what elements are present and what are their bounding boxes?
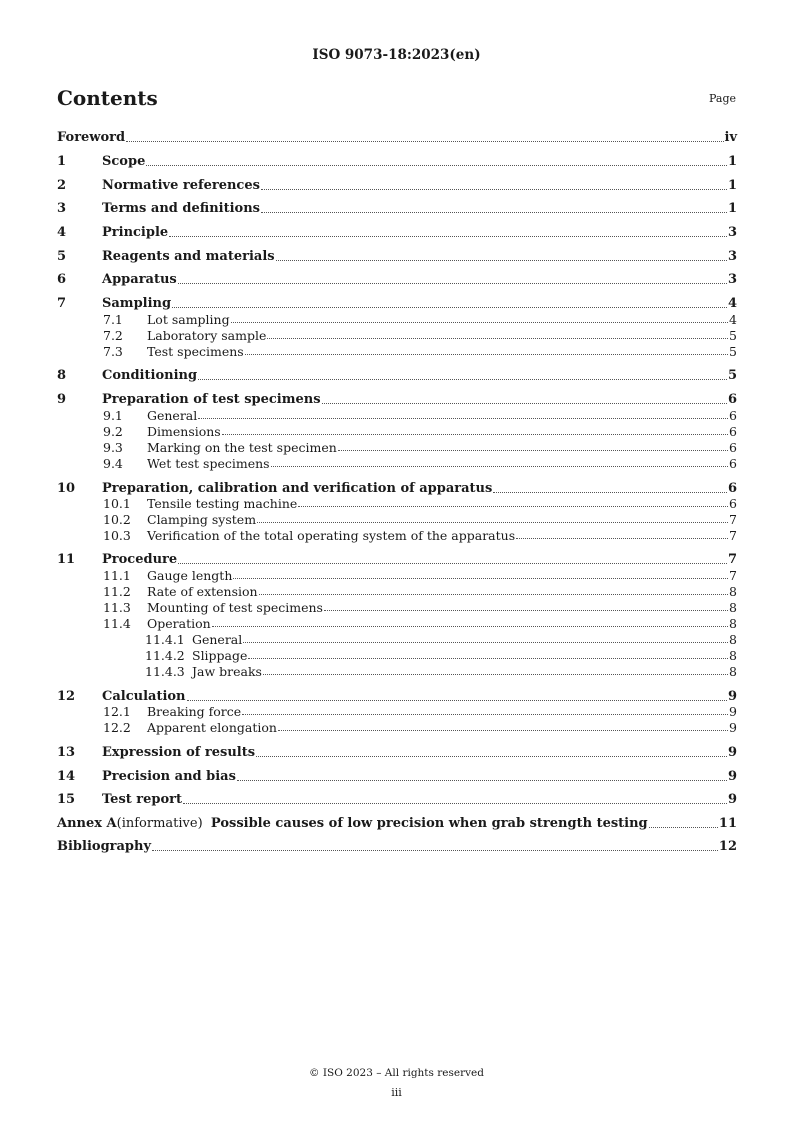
toc-entry-number: 13 xyxy=(57,745,76,760)
annex-title: Possible causes of low precision when grab strength testing xyxy=(210,816,648,831)
toc-entry-title: Clamping system xyxy=(147,512,257,527)
toc-entry-page: 1 xyxy=(727,154,737,169)
toc-entry-number: 11.1 xyxy=(103,568,131,583)
dot-leader xyxy=(242,714,728,715)
toc-entry-page: 7 xyxy=(727,552,737,567)
toc-entry[interactable] xyxy=(57,663,737,679)
dot-leader xyxy=(516,538,728,539)
toc-entry-title: Calculation xyxy=(102,689,186,704)
dot-leader xyxy=(183,803,727,804)
table-of-contents xyxy=(57,0,737,1122)
toc-entry-title: Principle xyxy=(102,225,169,240)
toc-entry-annex[interactable] xyxy=(57,814,737,832)
toc-entry-number: 11.4.1 xyxy=(145,632,185,647)
dot-leader xyxy=(263,674,728,675)
toc-entry[interactable] xyxy=(57,439,737,455)
toc-entry-title: Operation xyxy=(147,616,211,631)
dot-leader xyxy=(278,730,728,731)
toc-entry[interactable] xyxy=(57,615,737,631)
dot-leader xyxy=(322,403,727,404)
toc-entry-title: Apparent elongation xyxy=(147,720,277,735)
toc-entry[interactable] xyxy=(57,270,737,288)
dot-leader xyxy=(261,189,727,190)
toc-entry-number: 7.2 xyxy=(103,328,123,343)
toc-entry[interactable] xyxy=(57,743,737,761)
toc-entry-page: 9 xyxy=(727,745,737,760)
toc-entry-title: Rate of extension xyxy=(147,584,258,599)
toc-entry-title: Preparation of test specimens xyxy=(102,392,321,407)
toc-entry-title: Marking on the test specimen xyxy=(147,440,337,455)
dot-leader xyxy=(276,260,727,261)
toc-entry-title: Precision and bias xyxy=(102,769,236,784)
dot-leader xyxy=(187,700,727,701)
toc-entry-page: 6 xyxy=(729,456,737,471)
dot-leader xyxy=(237,780,727,781)
dot-leader xyxy=(126,141,723,142)
toc-entry-title: General xyxy=(192,632,243,647)
toc-entry-page: 7 xyxy=(729,512,737,527)
copyright-notice: © ISO 2023 – All rights reserved xyxy=(309,1067,484,1079)
dot-leader xyxy=(259,594,728,595)
toc-entry-title: Breaking force xyxy=(147,704,242,719)
toc-entry-title: Scope xyxy=(102,154,146,169)
toc-entry[interactable] xyxy=(57,152,737,170)
annex-label: Annex A xyxy=(57,816,117,831)
toc-entry-title: Bibliography xyxy=(57,839,152,854)
toc-entry[interactable] xyxy=(57,767,737,785)
toc-entry[interactable] xyxy=(57,495,737,511)
toc-entry-number: 7.1 xyxy=(103,312,123,327)
toc-entry-number: 9.1 xyxy=(103,408,123,423)
toc-entry[interactable] xyxy=(57,423,737,439)
dot-leader xyxy=(243,642,728,643)
toc-entry-page: 9 xyxy=(729,720,737,735)
toc-entry-page: 6 xyxy=(727,392,737,407)
page-number: iii xyxy=(391,1086,402,1099)
toc-entry-title: Wet test specimens xyxy=(147,456,270,471)
toc-entry[interactable] xyxy=(57,511,737,527)
toc-entry-page: 4 xyxy=(729,312,737,327)
toc-entry-page: 8 xyxy=(729,648,737,663)
toc-entry-page: 9 xyxy=(727,769,737,784)
dot-leader xyxy=(172,307,727,308)
page-column-label: Page xyxy=(709,92,737,105)
dot-leader xyxy=(146,165,727,166)
toc-entry-page: 1 xyxy=(727,201,737,216)
toc-entry-number: 1 xyxy=(57,154,67,169)
toc-entry-title: Verification of the total operating system of the apparatus xyxy=(147,528,516,543)
toc-entry-page: 1 xyxy=(727,178,737,193)
toc-entry[interactable] xyxy=(57,719,737,735)
toc-entry-title: Conditioning xyxy=(102,368,198,383)
toc-entry-page: 9 xyxy=(727,689,737,704)
toc-entry-number: 10.2 xyxy=(103,512,131,527)
dot-leader xyxy=(212,626,728,627)
toc-entry-number: 9.2 xyxy=(103,424,123,439)
toc-entry-number: 3 xyxy=(57,201,67,216)
toc-entry-page: 5 xyxy=(729,344,737,359)
dot-leader xyxy=(298,506,728,507)
toc-entry-title: Lot sampling xyxy=(147,312,230,327)
toc-entry-page: 4 xyxy=(727,296,737,311)
dot-leader xyxy=(222,434,728,435)
toc-entry-page: iv xyxy=(724,130,737,145)
toc-entry-number: 10.1 xyxy=(103,496,131,511)
toc-entry-number: 11.3 xyxy=(103,600,131,615)
toc-entry[interactable] xyxy=(57,128,737,146)
toc-entry[interactable] xyxy=(57,327,737,343)
toc-entry-number: 11.2 xyxy=(103,584,131,599)
toc-entry-page: 8 xyxy=(729,632,737,647)
toc-entry-page: 9 xyxy=(727,792,737,807)
toc-entry[interactable] xyxy=(57,199,737,217)
toc-entry-title: Slippage xyxy=(192,648,248,663)
toc-entry-title: General xyxy=(147,408,198,423)
toc-entry-page: 12 xyxy=(718,839,737,854)
dot-leader xyxy=(256,756,727,757)
toc-entry[interactable] xyxy=(57,790,737,808)
toc-entry[interactable] xyxy=(57,343,737,359)
toc-entry[interactable] xyxy=(57,407,737,423)
toc-entry-page: 5 xyxy=(729,328,737,343)
toc-entry-page: 6 xyxy=(729,408,737,423)
dot-leader xyxy=(198,379,727,380)
contents-title: Contents xyxy=(57,86,158,110)
toc-entry-number: 15 xyxy=(57,792,76,807)
toc-entry-page: 3 xyxy=(727,249,737,264)
toc-entry-number: 12.1 xyxy=(103,704,131,719)
dot-leader xyxy=(338,450,728,451)
toc-entry[interactable] xyxy=(57,567,737,583)
toc-entry[interactable] xyxy=(57,583,737,599)
toc-entry[interactable] xyxy=(57,703,737,719)
toc-entry-page: 6 xyxy=(729,440,737,455)
toc-entry-number: 7.3 xyxy=(103,344,123,359)
toc-entry-title: Expression of results xyxy=(102,745,256,760)
dot-leader xyxy=(261,212,727,213)
toc-entry-title: Jaw breaks xyxy=(192,664,262,679)
toc-entry[interactable] xyxy=(57,390,737,408)
toc-entry[interactable] xyxy=(57,455,737,471)
toc-entry-number: 9 xyxy=(57,392,67,407)
toc-entry-number: 11.4 xyxy=(103,616,131,631)
toc-entry-number: 11.4.2 xyxy=(145,648,185,663)
dot-leader xyxy=(152,850,718,851)
toc-entry-bibliography[interactable] xyxy=(57,837,737,855)
toc-entry[interactable] xyxy=(57,550,737,568)
toc-entry-number: 11.4.3 xyxy=(145,664,185,679)
toc-entry-page: 6 xyxy=(727,481,737,496)
dot-leader xyxy=(493,492,727,493)
toc-entry-page: 8 xyxy=(729,664,737,679)
dot-leader xyxy=(257,522,728,523)
toc-entry-title: Test report xyxy=(102,792,183,807)
toc-entry-title: Terms and definitions xyxy=(102,201,260,216)
toc-entry[interactable] xyxy=(57,631,737,647)
document-id-header: ISO 9073-18:2023(en) xyxy=(312,47,481,63)
toc-entry-number: 7 xyxy=(57,296,67,311)
toc-entry[interactable] xyxy=(57,647,737,663)
dot-leader xyxy=(649,827,718,828)
toc-entry-page: 3 xyxy=(727,225,737,240)
toc-entry-title: Gauge length xyxy=(147,568,233,583)
toc-entry-page: 6 xyxy=(729,424,737,439)
toc-entry-number: 2 xyxy=(57,178,67,193)
dot-leader xyxy=(198,418,728,419)
toc-entry[interactable] xyxy=(57,176,737,194)
dot-leader xyxy=(169,236,727,237)
toc-entry-page: 3 xyxy=(727,272,737,287)
dot-leader xyxy=(178,283,727,284)
toc-entry-page: 8 xyxy=(729,600,737,615)
toc-entry-title: Test specimens xyxy=(147,344,244,359)
toc-entry-page: 11 xyxy=(718,816,737,831)
toc-entry[interactable] xyxy=(57,247,737,265)
toc-entry-page: 6 xyxy=(729,496,737,511)
toc-entry-title: Dimensions xyxy=(147,424,221,439)
toc-entry-title: Tensile testing machine xyxy=(147,496,298,511)
toc-entry-number: 12.2 xyxy=(103,720,131,735)
toc-entry-number: 9.4 xyxy=(103,456,123,471)
dot-leader xyxy=(248,658,728,659)
dot-leader xyxy=(324,610,728,611)
toc-entry-page: 9 xyxy=(729,704,737,719)
toc-entry-title: Procedure xyxy=(102,552,178,567)
toc-entry[interactable] xyxy=(57,294,737,312)
toc-entry-number: 4 xyxy=(57,225,67,240)
toc-entry[interactable] xyxy=(57,527,737,543)
toc-entry-number: 12 xyxy=(57,689,76,704)
toc-entry-page: 7 xyxy=(729,528,737,543)
toc-entry-number: 6 xyxy=(57,272,67,287)
dot-leader xyxy=(178,563,727,564)
annex-type: (informative) xyxy=(116,816,211,831)
toc-entry-title: Sampling xyxy=(102,296,172,311)
toc-entry-page: 5 xyxy=(727,368,737,383)
toc-entry[interactable] xyxy=(57,599,737,615)
toc-entry-title: Laboratory sample xyxy=(147,328,267,343)
toc-entry-title: Apparatus xyxy=(102,272,177,287)
toc-entry-number: 10.3 xyxy=(103,528,131,543)
toc-entry-page: 8 xyxy=(729,584,737,599)
toc-entry[interactable] xyxy=(57,223,737,241)
dot-leader xyxy=(271,466,728,467)
dot-leader xyxy=(231,322,728,323)
toc-entry-title: Preparation, calibration and verification of apparatus xyxy=(102,481,493,496)
toc-entry-number: 5 xyxy=(57,249,67,264)
toc-entry-page: 7 xyxy=(729,568,737,583)
dot-leader xyxy=(245,354,728,355)
toc-entry[interactable] xyxy=(57,311,737,327)
toc-entry-number: 9.3 xyxy=(103,440,123,455)
toc-entry-page: 8 xyxy=(729,616,737,631)
toc-entry-number: 10 xyxy=(57,481,76,496)
toc-entry-number: 11 xyxy=(57,552,76,567)
toc-entry-number: 14 xyxy=(57,769,76,784)
toc-entry-title: Reagents and materials xyxy=(102,249,275,264)
dot-leader xyxy=(267,338,728,339)
toc-entry-title: Mounting of test specimens xyxy=(147,600,323,615)
toc-entry-title: Normative references xyxy=(102,178,260,193)
dot-leader xyxy=(233,578,728,579)
toc-entry-title: Foreword xyxy=(57,130,126,145)
toc-entry-number: 8 xyxy=(57,368,67,383)
toc-entry[interactable] xyxy=(57,366,737,384)
